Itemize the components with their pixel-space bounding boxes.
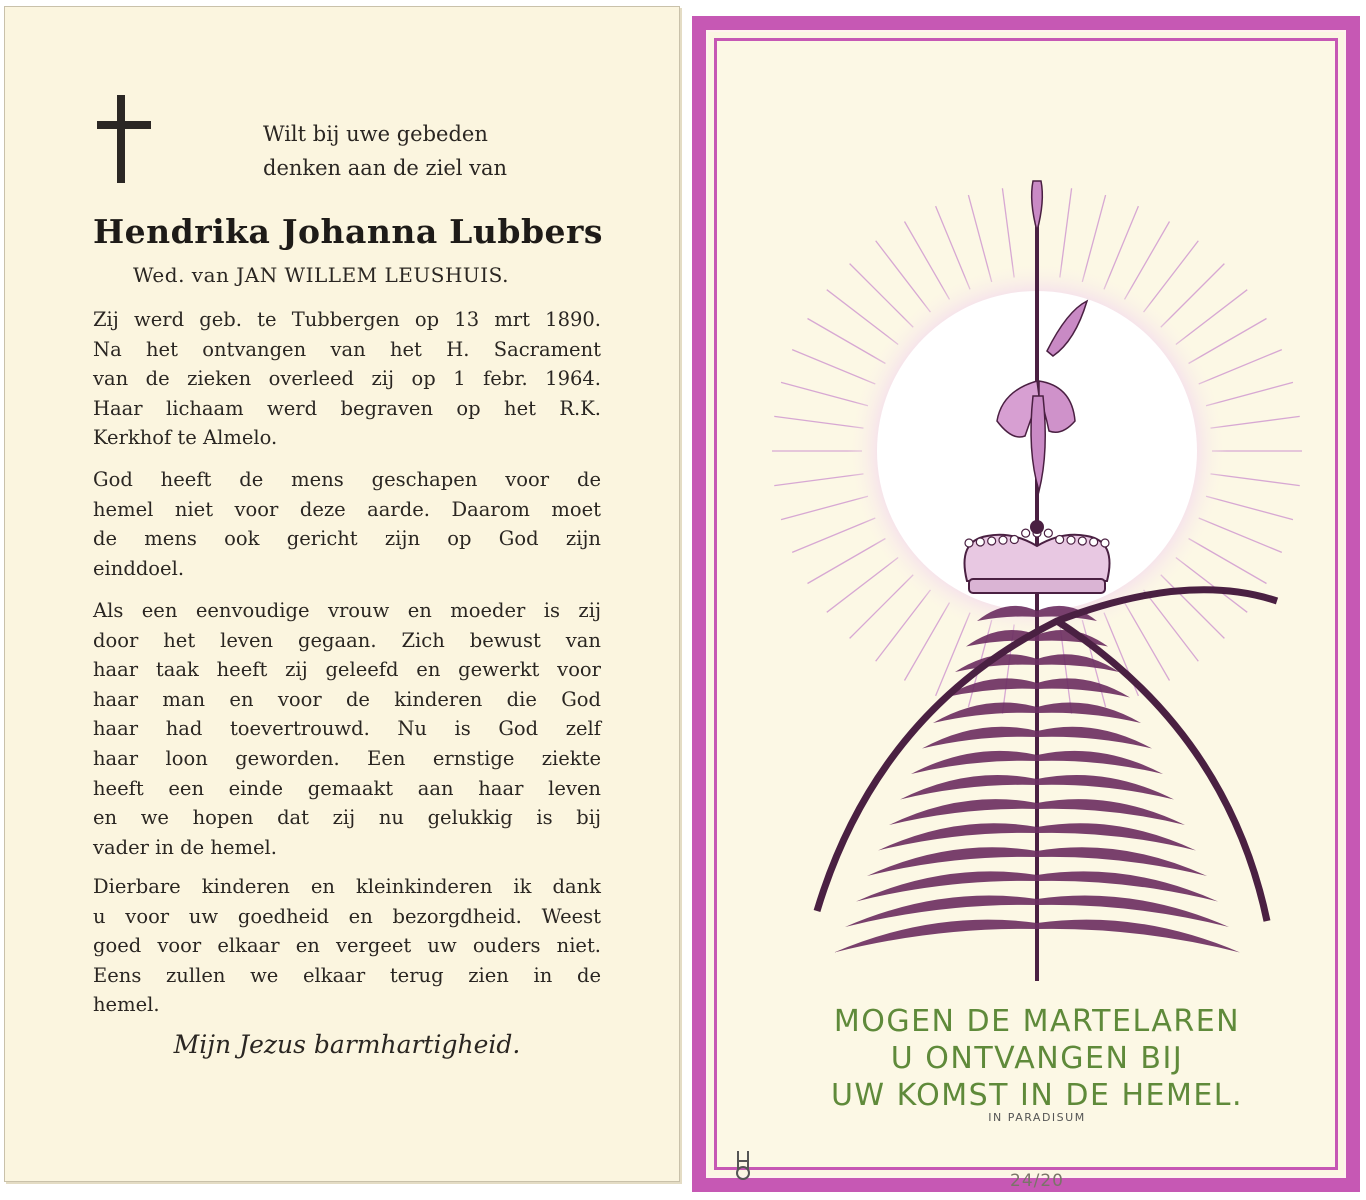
motto-line: MOGEN DE MARTELAREN bbox=[833, 1004, 1241, 1039]
text-line: haar man en voor de kinderen die God bbox=[93, 687, 601, 711]
prayer-intro bbox=[263, 117, 583, 185]
palm-leaflet bbox=[867, 847, 1037, 876]
text-line: goed voor elkaar en vergeet uw ouders niet. bbox=[93, 934, 601, 958]
palm-leaflet bbox=[834, 920, 1037, 953]
last-name: Lubbers bbox=[449, 212, 603, 251]
palm-leaflet bbox=[900, 775, 1037, 800]
motto-line: UW KOMST IN DE HEMEL. bbox=[830, 1078, 1244, 1113]
text-line: de mens ook gericht zijn op God zijn bbox=[93, 527, 601, 551]
crown-pearl bbox=[1101, 539, 1109, 547]
text-line: God heeft de mens geschapen voor de bbox=[93, 468, 601, 491]
crown-pearl bbox=[988, 537, 996, 545]
palm-leaflet bbox=[878, 823, 1037, 850]
card-border bbox=[706, 30, 1346, 1191]
deceased-name bbox=[93, 212, 603, 251]
life-paragraph bbox=[93, 596, 601, 862]
memorial-card-image-side bbox=[692, 16, 1360, 1192]
palm-leaflet bbox=[1037, 823, 1196, 850]
palm-leaflet bbox=[889, 799, 1037, 825]
crown-pearl bbox=[1078, 537, 1086, 545]
widow-line: Wed. van JAN WILLEM LEUSHUIS. bbox=[133, 263, 509, 287]
text-line: Zij werd geb. te Tubbergen op 13 mrt 1890. bbox=[93, 308, 601, 331]
cross-icon bbox=[93, 93, 153, 185]
biography-paragraph bbox=[93, 305, 601, 453]
closing-prayer: Mijn Jezus barmhartigheid. bbox=[173, 1030, 521, 1059]
text-line: Na het ontvangen van het H. Sacrament bbox=[93, 337, 601, 361]
palm-leaflet bbox=[1037, 847, 1207, 876]
artist-monogram-icon bbox=[733, 1149, 753, 1181]
palm-crown-lily-illustration bbox=[757, 151, 1317, 1011]
text-line: van de zieken overleed zij op 1 febr. 1964. bbox=[93, 367, 601, 391]
text-line: Eens zullen we elkaar terug zien in de bbox=[93, 963, 601, 987]
crown-pearl bbox=[1044, 529, 1052, 537]
palm-leaflet bbox=[1037, 678, 1130, 697]
text-line: Als een eenvoudige vrouw en moeder is zij bbox=[93, 599, 601, 622]
palm-leaflet bbox=[1037, 703, 1141, 723]
text-line: vader in de hemel. bbox=[93, 835, 277, 859]
crown-pearl bbox=[1010, 536, 1018, 544]
crown-pearl bbox=[1090, 538, 1098, 546]
text-line: Haar lichaam werd begraven op het R.K. bbox=[93, 396, 601, 420]
motto-line: U ONTVANGEN BIJ bbox=[890, 1041, 1184, 1076]
motto-text bbox=[797, 1003, 1277, 1114]
first-name: Hendrika bbox=[93, 212, 271, 251]
palm-leaflet bbox=[911, 751, 1037, 774]
memorial-card-text-side bbox=[4, 6, 680, 1182]
text-line: door het leven gegaan. Zich bewust van bbox=[93, 628, 601, 652]
palm-leaflet bbox=[933, 703, 1037, 723]
text-line: haar loon geworden. Een ernstige ziekte bbox=[93, 746, 601, 770]
card-panel bbox=[714, 38, 1338, 1191]
faith-paragraph bbox=[93, 465, 601, 583]
crown-pearl bbox=[1056, 536, 1064, 544]
prayer-intro-line: denken aan de ziel van bbox=[263, 156, 508, 180]
text-line: haar had toevertrouwd. Nu is God zelf bbox=[93, 717, 601, 741]
palm-leaflet bbox=[1037, 920, 1240, 953]
card-serial-number: 24/20 bbox=[1010, 1171, 1064, 1191]
text-line: haar taak heeft zij geleefd en gewerkt voor bbox=[93, 658, 601, 682]
text-line: u voor uw goedheid en bezorgdheid. Weest bbox=[93, 904, 601, 928]
middle-name: Johanna bbox=[281, 212, 438, 251]
farewell-paragraph bbox=[93, 872, 601, 1020]
in-paradisum-caption: IN PARADISUM bbox=[988, 1111, 1086, 1124]
palm-leaflet bbox=[1037, 775, 1174, 800]
palm-leaflet bbox=[1037, 799, 1185, 825]
palm-leaflet bbox=[922, 727, 1037, 749]
text-line: Dierbare kinderen en kleinkinderen ik dank bbox=[93, 875, 601, 898]
crown-pearl bbox=[999, 536, 1007, 544]
palm-leaflet bbox=[1037, 727, 1152, 749]
text-line: Kerkhof te Almelo. bbox=[93, 426, 278, 450]
palm-leaflet bbox=[1037, 751, 1163, 774]
prayer-intro-line: Wilt bij uwe gebeden bbox=[263, 122, 488, 146]
text-line: heeft een einde gemaakt aan haar leven bbox=[93, 776, 601, 800]
crown-pearl bbox=[1022, 529, 1030, 537]
text-line: hemel niet voor deze aarde. Daarom moet bbox=[93, 497, 601, 521]
text-line: hemel. bbox=[93, 993, 160, 1017]
text-line: en we hopen dat zij nu gelukkig is bij bbox=[93, 806, 601, 830]
crown-pearl bbox=[1067, 536, 1075, 544]
text-line: einddoel. bbox=[93, 556, 185, 580]
crown-pearl bbox=[965, 539, 973, 547]
crown-pearl bbox=[976, 538, 984, 546]
